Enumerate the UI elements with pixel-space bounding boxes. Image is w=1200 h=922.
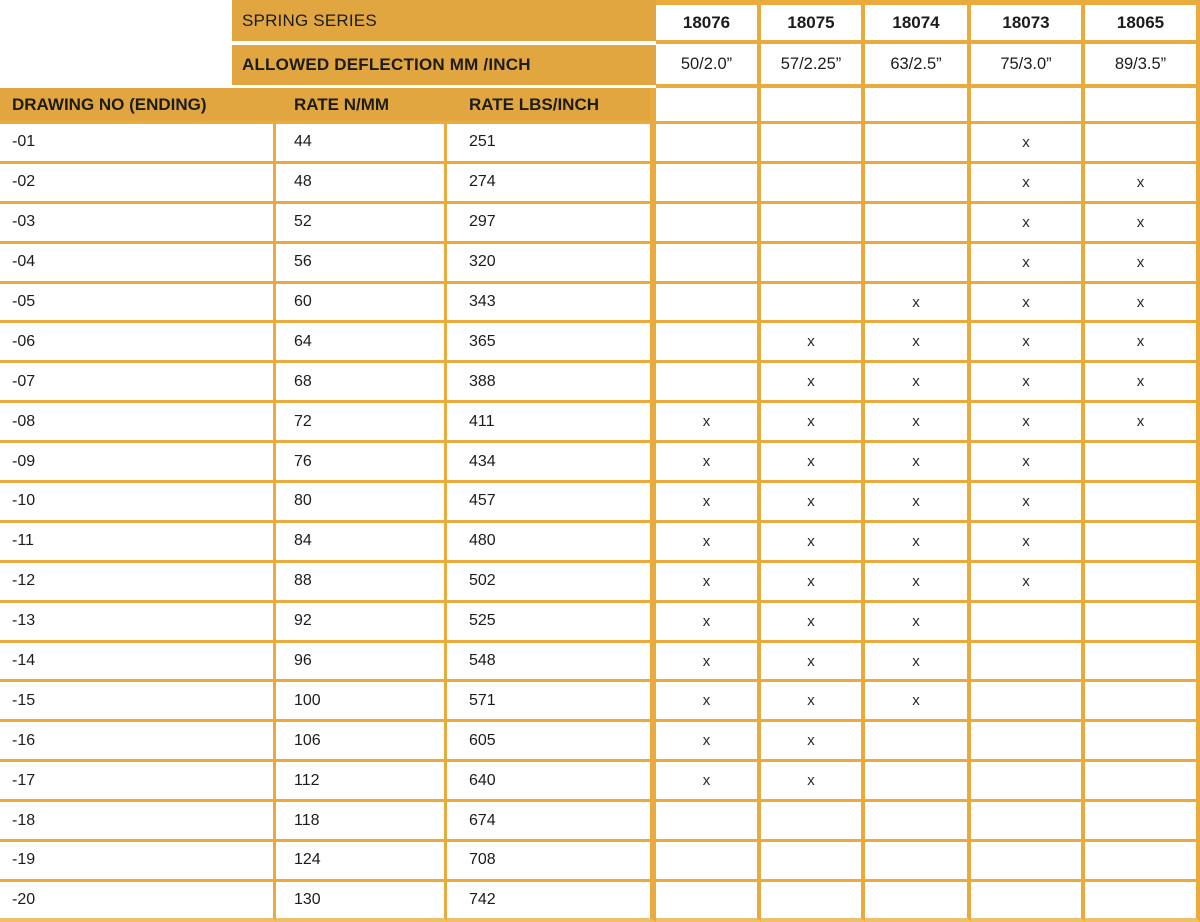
mark-cell: x xyxy=(656,483,761,523)
spring-series-header-cell xyxy=(0,0,656,44)
mark-cell: x xyxy=(865,563,971,603)
mark-cell xyxy=(656,363,761,403)
mark-cell: x xyxy=(761,603,865,643)
mark-cell: x xyxy=(656,563,761,603)
drawing-no-cell: -02 xyxy=(0,164,276,204)
mark-cell xyxy=(1085,882,1200,922)
rate-lbs-cell: 525 xyxy=(447,603,656,643)
mark-cell: x xyxy=(971,563,1085,603)
table-row xyxy=(0,284,1200,324)
mark-cell xyxy=(656,124,761,164)
mark-cell xyxy=(971,682,1085,722)
drawing-no-cell: -08 xyxy=(0,403,276,443)
mark-cell: x xyxy=(865,682,971,722)
rate-nmm-cell: 124 xyxy=(276,842,447,882)
mark-cell: x xyxy=(656,643,761,683)
mark-cell xyxy=(1085,443,1200,483)
table-row xyxy=(0,523,1200,563)
rate-lbs-cell: 320 xyxy=(447,244,656,284)
rate-lbs-cell: 480 xyxy=(447,523,656,563)
rate-nmm-cell: 52 xyxy=(276,204,447,244)
mark-cell xyxy=(865,802,971,842)
rate-nmm-cell: 112 xyxy=(276,762,447,802)
mark-cell: x xyxy=(865,403,971,443)
mark-cell xyxy=(1085,603,1200,643)
table-row xyxy=(0,762,1200,802)
mark-cell xyxy=(1085,722,1200,762)
mark-cell xyxy=(761,882,865,922)
mark-cell xyxy=(865,164,971,204)
rate-lbs-cell: 365 xyxy=(447,323,656,363)
rate-nmm-cell: 60 xyxy=(276,284,447,324)
deflection-header-row xyxy=(0,44,1200,88)
rate-nmm-header: RATE N/MM xyxy=(294,94,390,114)
series-id-cell: 18076 xyxy=(656,0,761,44)
mark-cell xyxy=(1085,802,1200,842)
rate-nmm-cell: 88 xyxy=(276,563,447,603)
mark-cell xyxy=(656,284,761,324)
table-row xyxy=(0,842,1200,882)
mark-cell: x xyxy=(656,762,761,802)
mark-cell: x xyxy=(971,164,1085,204)
series-deflection-cell: 75/3.0” xyxy=(971,44,1085,88)
rate-lbs-cell: 297 xyxy=(447,204,656,244)
rate-nmm-cell: 92 xyxy=(276,603,447,643)
mark-cell: x xyxy=(1085,403,1200,443)
mark-cell: x xyxy=(1085,284,1200,324)
mark-cell: x xyxy=(1085,204,1200,244)
rate-lbs-cell: 640 xyxy=(447,762,656,802)
drawing-no-cell: -13 xyxy=(0,603,276,643)
table-row xyxy=(0,363,1200,403)
table-row xyxy=(0,603,1200,643)
series-deflection-cell: 89/3.5” xyxy=(1085,44,1200,88)
mark-cell: x xyxy=(656,722,761,762)
drawing-no-cell: -01 xyxy=(0,124,276,164)
allowed-deflection-header-cell xyxy=(0,44,656,88)
drawing-no-cell: -10 xyxy=(0,483,276,523)
mark-cell: x xyxy=(656,403,761,443)
mark-cell: x xyxy=(656,523,761,563)
series-id-cell: 18075 xyxy=(761,0,865,44)
column-headers-row xyxy=(0,88,1200,124)
mark-cell xyxy=(1085,643,1200,683)
mark-cell xyxy=(971,603,1085,643)
mark-cell: x xyxy=(865,284,971,324)
mark-cell xyxy=(1085,682,1200,722)
rate-nmm-cell: 80 xyxy=(276,483,447,523)
rate-nmm-cell: 72 xyxy=(276,403,447,443)
rate-nmm-cell: 130 xyxy=(276,882,447,922)
mark-cell: x xyxy=(761,722,865,762)
drawing-no-cell: -09 xyxy=(0,443,276,483)
mark-cell: x xyxy=(971,124,1085,164)
table-row xyxy=(0,563,1200,603)
rate-nmm-cell: 96 xyxy=(276,643,447,683)
mark-cell xyxy=(971,722,1085,762)
table-row xyxy=(0,682,1200,722)
rate-lbs-header: RATE LBS/INCH xyxy=(469,94,600,114)
series-id-cell: 18074 xyxy=(865,0,971,44)
mark-cell: x xyxy=(761,483,865,523)
table-row xyxy=(0,483,1200,523)
mark-cell: x xyxy=(865,443,971,483)
table-row xyxy=(0,802,1200,842)
table-row xyxy=(0,323,1200,363)
rate-nmm-cell: 118 xyxy=(276,802,447,842)
series-id-cell: 18073 xyxy=(971,0,1085,44)
mark-cell xyxy=(656,882,761,922)
mark-cell: x xyxy=(865,323,971,363)
rate-lbs-cell: 274 xyxy=(447,164,656,204)
mark-cell xyxy=(761,284,865,324)
mark-cell xyxy=(971,802,1085,842)
mark-cell: x xyxy=(971,403,1085,443)
drawing-no-cell: -17 xyxy=(0,762,276,802)
rate-nmm-cell: 56 xyxy=(276,244,447,284)
mark-cell: x xyxy=(971,244,1085,284)
mark-cell: x xyxy=(971,204,1085,244)
mark-cell: x xyxy=(865,643,971,683)
mark-cell: x xyxy=(761,363,865,403)
mark-cell xyxy=(865,124,971,164)
rate-lbs-cell: 571 xyxy=(447,682,656,722)
table-row xyxy=(0,124,1200,164)
rate-nmm-cell: 106 xyxy=(276,722,447,762)
series-header-row xyxy=(0,0,1200,44)
mark-cell xyxy=(1085,483,1200,523)
rate-lbs-cell: 605 xyxy=(447,722,656,762)
rate-lbs-cell: 742 xyxy=(447,882,656,922)
mark-cell: x xyxy=(1085,244,1200,284)
series-empty-cell xyxy=(656,88,761,124)
mark-cell: x xyxy=(971,483,1085,523)
rate-lbs-cell: 411 xyxy=(447,403,656,443)
mark-cell: x xyxy=(761,563,865,603)
mark-cell xyxy=(1085,124,1200,164)
drawing-no-cell: -06 xyxy=(0,323,276,363)
table-row xyxy=(0,164,1200,204)
mark-cell xyxy=(1085,762,1200,802)
rate-nmm-cell: 84 xyxy=(276,523,447,563)
rate-lbs-cell: 434 xyxy=(447,443,656,483)
mark-cell: x xyxy=(971,363,1085,403)
mark-cell: x xyxy=(656,603,761,643)
rate-lbs-cell: 388 xyxy=(447,363,656,403)
rate-nmm-cell: 44 xyxy=(276,124,447,164)
mark-cell xyxy=(761,244,865,284)
drawing-no-cell: -18 xyxy=(0,802,276,842)
mark-cell: x xyxy=(761,443,865,483)
drawing-no-header: DRAWING NO (ENDING) xyxy=(12,94,207,114)
rate-nmm-cell: 100 xyxy=(276,682,447,722)
mark-cell xyxy=(865,882,971,922)
rate-nmm-cell: 64 xyxy=(276,323,447,363)
table-row xyxy=(0,403,1200,443)
mark-cell xyxy=(761,842,865,882)
mark-cell: x xyxy=(865,603,971,643)
mark-cell xyxy=(761,124,865,164)
mark-cell: x xyxy=(1085,323,1200,363)
mark-cell: x xyxy=(971,284,1085,324)
drawing-no-cell: -14 xyxy=(0,643,276,683)
mark-cell xyxy=(656,164,761,204)
rate-lbs-cell: 457 xyxy=(447,483,656,523)
series-empty-cell xyxy=(865,88,971,124)
mark-cell xyxy=(865,842,971,882)
mark-cell: x xyxy=(761,762,865,802)
drawing-no-cell: -12 xyxy=(0,563,276,603)
drawing-no-cell: -03 xyxy=(0,204,276,244)
allowed-deflection-label: ALLOWED DEFLECTION MM /INCH xyxy=(232,45,656,85)
mark-cell: x xyxy=(865,523,971,563)
mark-cell xyxy=(865,244,971,284)
mark-cell xyxy=(761,204,865,244)
series-empty-cell xyxy=(1085,88,1200,124)
mark-cell xyxy=(1085,563,1200,603)
mark-cell: x xyxy=(656,682,761,722)
mark-cell: x xyxy=(656,443,761,483)
drawing-no-cell: -15 xyxy=(0,682,276,722)
drawing-no-cell: -04 xyxy=(0,244,276,284)
mark-cell xyxy=(971,842,1085,882)
mark-cell: x xyxy=(761,682,865,722)
table-row xyxy=(0,443,1200,483)
table-body xyxy=(0,124,1200,922)
rate-lbs-cell: 502 xyxy=(447,563,656,603)
mark-cell xyxy=(865,204,971,244)
mark-cell xyxy=(656,244,761,284)
mark-cell xyxy=(656,842,761,882)
mark-cell xyxy=(971,882,1085,922)
mark-cell: x xyxy=(761,643,865,683)
series-id-cell: 18065 xyxy=(1085,0,1200,44)
rate-lbs-cell: 708 xyxy=(447,842,656,882)
rate-nmm-cell: 48 xyxy=(276,164,447,204)
series-deflection-cell: 50/2.0” xyxy=(656,44,761,88)
mark-cell: x xyxy=(865,363,971,403)
series-deflection-cell: 57/2.25” xyxy=(761,44,865,88)
table-row xyxy=(0,722,1200,762)
table-row xyxy=(0,204,1200,244)
mark-cell xyxy=(761,164,865,204)
mark-cell: x xyxy=(971,443,1085,483)
mark-cell: x xyxy=(761,403,865,443)
drawing-no-cell: -16 xyxy=(0,722,276,762)
drawing-no-cell: -20 xyxy=(0,882,276,922)
drawing-no-cell: -19 xyxy=(0,842,276,882)
rate-lbs-cell: 251 xyxy=(447,124,656,164)
mark-cell xyxy=(971,643,1085,683)
table-row xyxy=(0,244,1200,284)
rate-lbs-cell: 674 xyxy=(447,802,656,842)
mark-cell xyxy=(1085,523,1200,563)
mark-cell xyxy=(656,802,761,842)
column-headers-cell xyxy=(0,88,656,124)
drawing-no-cell: -05 xyxy=(0,284,276,324)
mark-cell xyxy=(656,323,761,363)
spring-series-label: SPRING SERIES xyxy=(232,0,656,41)
table-row xyxy=(0,882,1200,922)
series-empty-cell xyxy=(971,88,1085,124)
mark-cell: x xyxy=(865,483,971,523)
mark-cell xyxy=(1085,842,1200,882)
mark-cell: x xyxy=(1085,164,1200,204)
mark-cell xyxy=(761,802,865,842)
series-empty-cell xyxy=(761,88,865,124)
mark-cell xyxy=(971,762,1085,802)
mark-cell xyxy=(656,204,761,244)
rate-nmm-cell: 68 xyxy=(276,363,447,403)
series-deflection-cell: 63/2.5” xyxy=(865,44,971,88)
mark-cell: x xyxy=(971,323,1085,363)
mark-cell: x xyxy=(1085,363,1200,403)
mark-cell: x xyxy=(971,523,1085,563)
rate-nmm-cell: 76 xyxy=(276,443,447,483)
drawing-no-cell: -11 xyxy=(0,523,276,563)
table-row xyxy=(0,643,1200,683)
rate-lbs-cell: 343 xyxy=(447,284,656,324)
drawing-no-cell: -07 xyxy=(0,363,276,403)
mark-cell: x xyxy=(761,523,865,563)
mark-cell xyxy=(865,762,971,802)
mark-cell: x xyxy=(761,323,865,363)
rate-lbs-cell: 548 xyxy=(447,643,656,683)
mark-cell xyxy=(865,722,971,762)
